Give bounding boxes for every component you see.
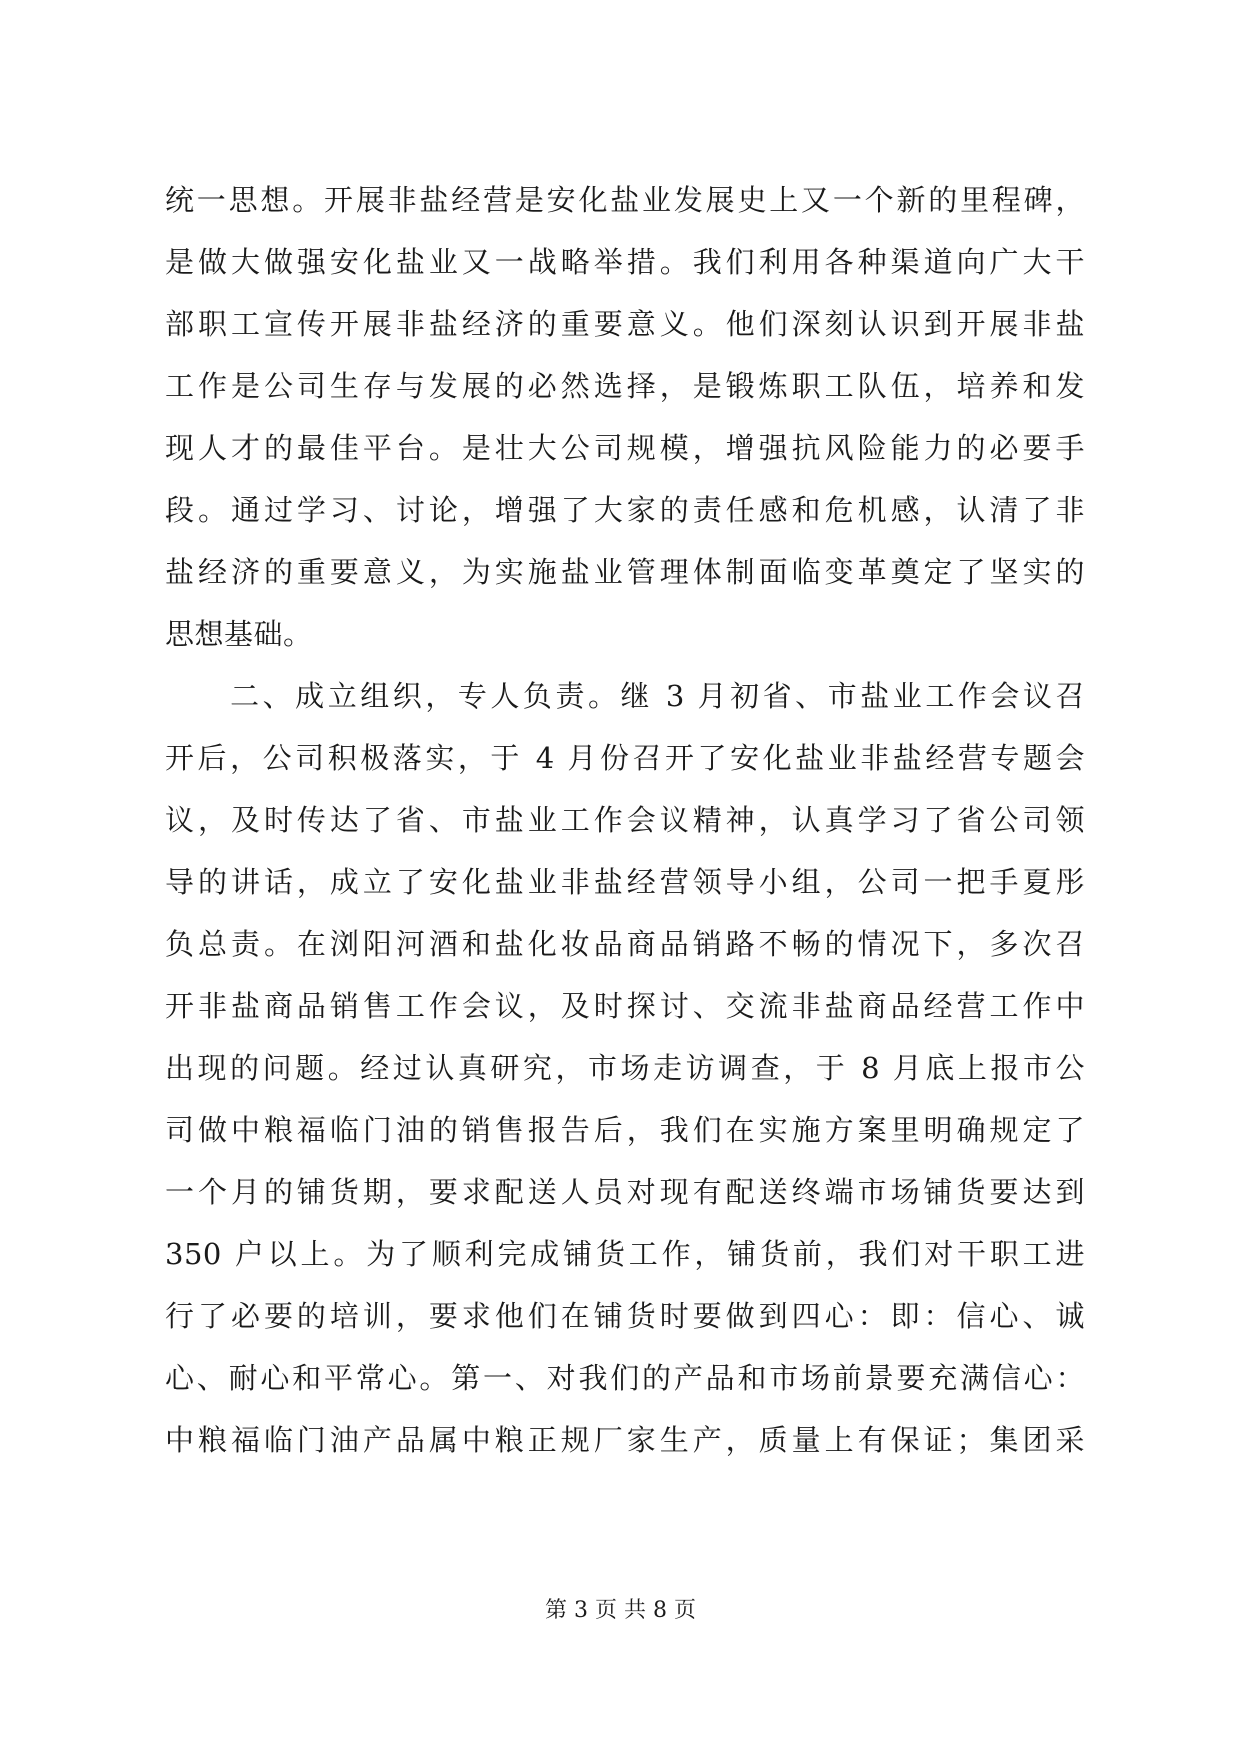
text-line-1: 统一思想。开展非盐经营是安化盐业发展史上又一个新的里程碑， xyxy=(165,183,1085,217)
text-line-14: 开非盐商品销售工作会议，及时探讨、交流非盐商品经营工作中 xyxy=(165,989,1085,1023)
text-line-15: 出现的问题。经过认真研究，市场走访调查，于 8 月底上报市公 xyxy=(165,1051,1085,1085)
text-line-16: 司做中粮福临门油的销售报告后，我们在实施方案里明确规定了 xyxy=(165,1113,1085,1147)
text-line-7: 盐经济的重要意义，为实施盐业管理体制面临变革奠定了坚实的 xyxy=(165,555,1085,589)
page-footer xyxy=(0,1596,1241,1626)
text-line-3: 部职工宣传开展非盐经济的重要意义。他们深刻认识到开展非盐 xyxy=(165,307,1085,341)
text-line-19: 行了必要的培训，要求他们在铺货时要做到四心：即：信心、诚 xyxy=(165,1299,1085,1333)
page-number-label: 第 3 页 共 8 页 xyxy=(545,1598,696,1623)
text-line-13: 负总责。在浏阳河酒和盐化妆品商品销路不畅的情况下，多次召 xyxy=(165,927,1085,961)
text-line-6: 段。通过学习、讨论，增强了大家的责任感和危机感，认清了非 xyxy=(165,493,1085,527)
text-line-4: 工作是公司生存与发展的必然选择，是锻炼职工队伍，培养和发 xyxy=(165,369,1085,403)
text-line-2: 是做大做强安化盐业又一战略举措。我们利用各种渠道向广大干 xyxy=(165,245,1085,279)
text-line-9: 二、成立组织，专人负责。继 3 月初省、市盐业工作会议召 xyxy=(165,679,1085,713)
body-text xyxy=(165,169,1085,1471)
text-line-8: 思想基础。 xyxy=(165,617,313,651)
text-line-11: 议，及时传达了省、市盐业工作会议精神，认真学习了省公司领 xyxy=(165,803,1085,837)
text-line-21: 中粮福临门油产品属中粮正规厂家生产，质量上有保证；集团采 xyxy=(165,1423,1085,1457)
text-line-12: 导的讲话，成立了安化盐业非盐经营领导小组，公司一把手夏彤 xyxy=(165,865,1085,899)
text-line-17: 一个月的铺货期，要求配送人员对现有配送终端市场铺货要达到 xyxy=(165,1175,1085,1209)
text-line-5: 现人才的最佳平台。是壮大公司规模，增强抗风险能力的必要手 xyxy=(165,431,1085,465)
text-line-18: 350 户以上。为了顺利完成铺货工作，铺货前，我们对干职工进 xyxy=(165,1237,1085,1271)
text-line-20: 心、耐心和平常心。第一、对我们的产品和市场前景要充满信心： xyxy=(165,1361,1085,1395)
text-line-10: 开后，公司积极落实，于 4 月份召开了安化盐业非盐经营专题会 xyxy=(165,741,1085,775)
